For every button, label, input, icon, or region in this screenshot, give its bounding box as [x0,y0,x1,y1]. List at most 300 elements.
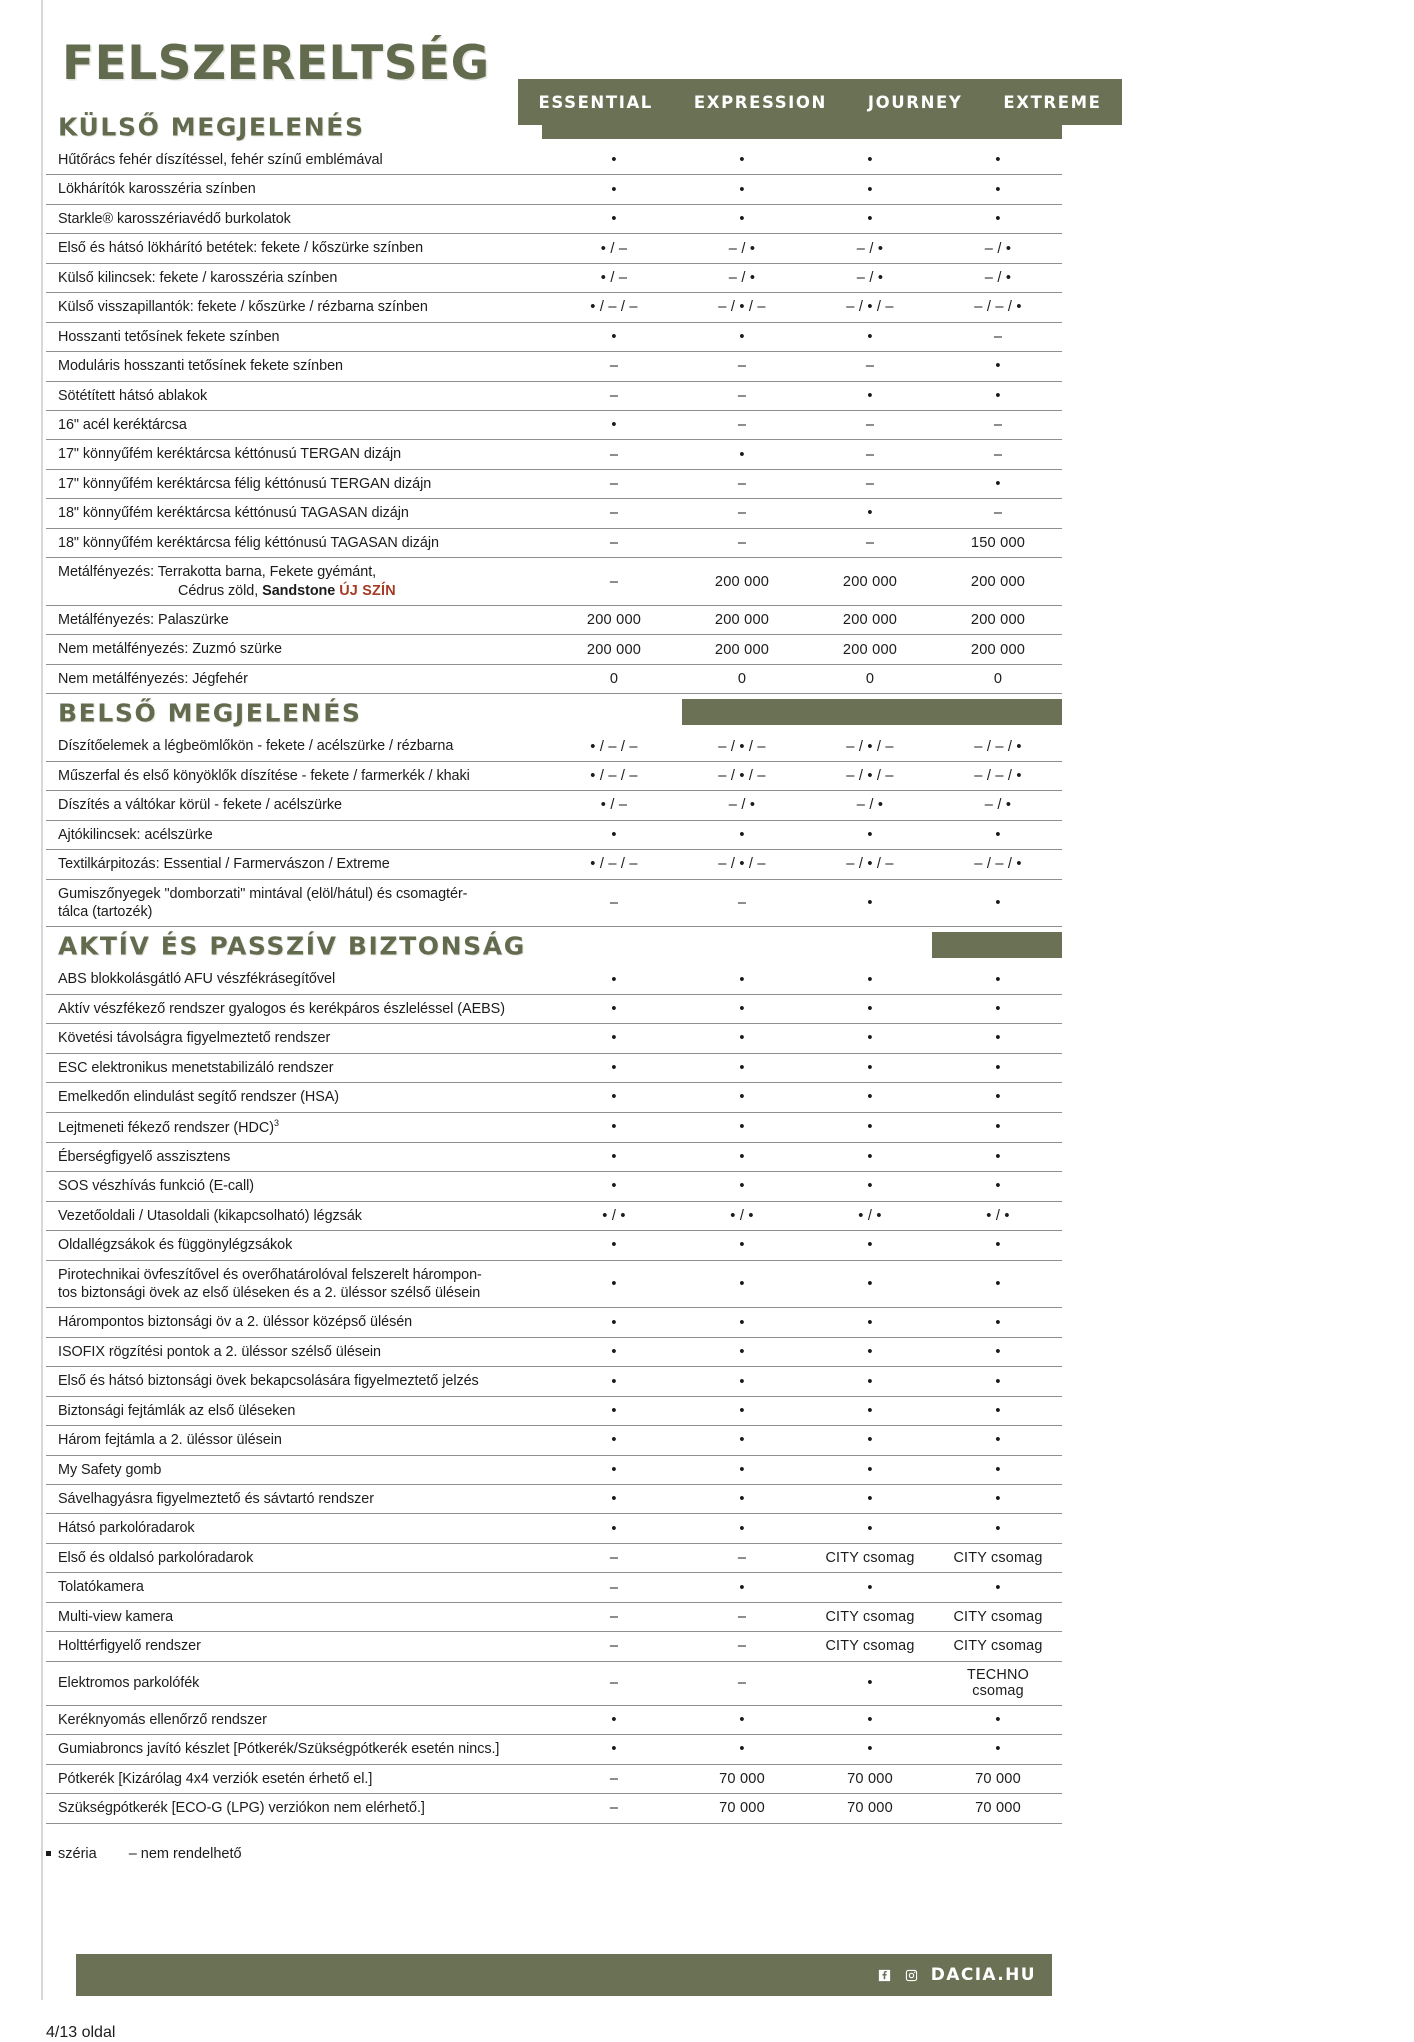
value-cell-extreme: • / • [986,1207,1010,1224]
table-row [46,1602,1062,1631]
feature-label: Első és hátsó lökhárító betétek: fekete / kőszürke színben [58,240,424,257]
value-cell-expression: • [739,1237,745,1254]
value-cell-extreme: – / – / • [974,767,1022,784]
value-cell-extreme: • [995,1579,1001,1596]
value-cell-essential: • / – [600,269,628,286]
value-cell-essential: • [611,1030,617,1047]
value-cell-extreme: – / • [984,269,1012,286]
value-cell-extreme: • [995,1741,1001,1758]
feature-label: Első és hátsó biztonsági övek bekapcsolására figyelmeztető jelzés [58,1373,479,1390]
table-row [46,381,1062,410]
feature-label: Külső visszapillantók: fekete / kőszürke / rézbarna színben [58,299,428,316]
value-cell-journey: • [867,505,873,522]
value-cell-essential: – [609,573,619,590]
feature-label: Hárompontos biztonsági öv a 2. üléssor középső ülésén [58,1314,413,1331]
value-cell-extreme: • [995,1402,1001,1419]
value-cell-journey: • [867,1579,873,1596]
value-cell-expression: – / • / – [718,738,766,755]
feature-label: Hátsó parkolóradarok [58,1520,195,1537]
value-cell-essential: 200 000 [586,612,642,629]
table-row [46,1794,1062,1823]
feature-label: Követési távolságra figyelmeztető rendszer [58,1030,331,1047]
value-cell-extreme: • [995,1373,1001,1390]
section-title: KÜLSŐ MEGJELENÉS [58,113,375,142]
value-cell-essential: • [611,1741,617,1758]
value-cell-journey: – [865,417,875,434]
feature-label: Műszerfal és első könyöklők díszítése - fekete / farmerkék / khaki [58,767,470,784]
section-header-row [46,694,1062,733]
value-cell-essential: – [609,1800,619,1817]
value-cell-expression: 70 000 [719,1800,765,1817]
value-cell-essential: • [611,1520,617,1537]
feature-label: Lejtmeneti fékező rendszer (HDC)$^3$ [58,1117,279,1136]
value-cell-expression: • [739,1275,745,1292]
feature-label: Hosszanti tetősínek fekete színben [58,328,280,345]
feature-label: Oldallégzsákok és függönylégzsákok [58,1237,293,1254]
value-cell-essential: • [611,1149,617,1166]
value-cell-extreme: • [995,1119,1001,1136]
value-cell-journey: • [867,152,873,169]
value-cell-essential: • [611,1119,617,1136]
value-cell-extreme: 70 000 [975,1770,1021,1787]
value-cell-essential: • / – / – [590,299,638,316]
value-cell-expression: – [737,1638,747,1655]
value-cell-essential: – [609,387,619,404]
value-cell-journey: • [867,387,873,404]
footnote-marker: 3 [273,1117,279,1128]
table-row [46,1260,1062,1308]
table-row [46,293,1062,322]
value-cell-journey: – [865,446,875,463]
grade-column-header-2: EXPRESSION [693,92,827,112]
table-row [46,761,1062,790]
value-cell-expression: – [737,534,747,551]
value-cell-extreme: • [995,211,1001,228]
feature-label: Textilkárpitozás: Essential / Farmervászon / Extreme [58,856,390,873]
value-cell-journey: 70 000 [847,1800,893,1817]
feature-label: Multi-view kamera [58,1608,174,1625]
value-cell-extreme: • [995,1712,1001,1729]
value-cell-expression: • [739,1432,745,1449]
table-row [46,635,1062,664]
feature-label: Vezetőoldali / Utasoldali (kikapcsolható) légzsák [58,1207,362,1224]
page-number: 4/13 oldal [46,2024,116,2041]
table-row [46,1308,1062,1337]
table-row [46,1573,1062,1602]
table-row [46,1543,1062,1572]
value-cell-expression: • [739,1579,745,1596]
value-cell-expression: • [739,1059,745,1076]
value-cell-extreme: – [993,328,1003,345]
value-cell-essential: • [611,417,617,434]
value-cell-essential: • [611,971,617,988]
table-row [46,1426,1062,1455]
table-row [46,1455,1062,1484]
value-cell-essential: – [609,1550,619,1567]
feature-label: ESC elektronikus menetstabilizáló rendszer [58,1059,334,1076]
value-cell-expression: • [739,1373,745,1390]
value-cell-expression: • [739,1402,745,1419]
table-row [46,732,1062,761]
table-row [46,965,1062,994]
value-cell-journey: • [867,1373,873,1390]
value-cell-expression: – / • / – [718,856,766,873]
feature-label: 18" könnyűfém keréktárcsa kéttónusú TAGASAN dizájn [58,505,409,522]
value-cell-expression: – / • [728,240,756,257]
value-cell-essential: • / – / – [590,738,638,755]
value-cell-expression: – / • [728,797,756,814]
value-cell-expression: • [739,1520,745,1537]
value-cell-essential: – [609,505,619,522]
value-cell-essential: – [609,1579,619,1596]
value-cell-extreme: CITY csomag [953,1638,1043,1655]
value-cell-journey: – [865,358,875,375]
table-row [46,1337,1062,1366]
value-cell-extreme: 0 [993,671,1003,688]
value-cell-essential: 200 000 [586,641,642,658]
table-row [46,1172,1062,1201]
value-cell-extreme: 200 000 [970,612,1026,629]
value-cell-expression: 0 [737,671,747,688]
value-cell-expression: • [739,1119,745,1136]
value-cell-expression: – [737,1675,747,1692]
value-cell-expression: • [739,1001,745,1018]
feature-label: Emelkedőn elindulást segítő rendszer (HSA) [58,1089,340,1106]
value-cell-journey: 70 000 [847,1770,893,1787]
value-cell-essential: • [611,1373,617,1390]
feature-label: Aktív vészfékező rendszer gyalogos és kerékpáros észleléssel (AEBS) [58,1000,505,1017]
value-cell-essential: • [611,152,617,169]
value-cell-extreme: – / • [984,240,1012,257]
value-cell-extreme: • [995,894,1001,911]
value-cell-extreme: • [995,1461,1001,1478]
value-cell-journey: • [867,1432,873,1449]
value-cell-extreme: – / – / • [974,856,1022,873]
value-cell-essential: • [611,1059,617,1076]
value-cell-extreme: • [995,1030,1001,1047]
value-cell-essential: • [611,1712,617,1729]
value-cell-essential: – [609,446,619,463]
value-cell-extreme: • [995,971,1001,988]
value-cell-extreme: • [995,1089,1001,1106]
value-cell-journey: • [867,1520,873,1537]
value-cell-expression: 200 000 [714,612,770,629]
feature-label: Gumiszőnyegek "domborzati" mintával (elöl/hátul) és csomagtér- tálca (tartozék) [58,885,468,920]
value-cell-journey: – / • [856,269,884,286]
value-cell-journey: – / • [856,797,884,814]
value-cell-expression: • [739,1461,745,1478]
table-row [46,1396,1062,1425]
value-cell-extreme: – [993,417,1003,434]
feature-label: Lökhárítók karosszéria színben [58,181,256,198]
section-accent-bar [932,932,1062,958]
value-cell-essential: – [609,1609,619,1626]
value-cell-extreme: • [995,1520,1001,1537]
table-row [46,606,1062,635]
feature-label: SOS vészhívás funkció (E-call) [58,1178,255,1195]
table-row [46,664,1062,693]
value-cell-journey: • [867,1314,873,1331]
feature-label: Moduláris hosszanti tetősínek fekete színben [58,358,343,375]
value-cell-journey: – / • / – [846,767,894,784]
feature-label: My Safety gomb [58,1461,162,1478]
feature-label: Három fejtámla a 2. üléssor ülésein [58,1432,282,1449]
value-cell-extreme: • [995,1432,1001,1449]
table-row [46,440,1062,469]
value-cell-journey: – / • [856,240,884,257]
value-cell-expression: • [739,181,745,198]
value-cell-extreme: • [995,1059,1001,1076]
feature-label: Sávelhagyásra figyelmeztető és sávtartó rendszer [58,1491,374,1508]
value-cell-essential: – [609,358,619,375]
value-cell-essential: – [609,1675,619,1692]
value-cell-expression: • [739,1149,745,1166]
table-row [46,791,1062,820]
value-cell-essential: – [609,1770,619,1787]
left-margin-rule [41,0,43,2000]
table-row [46,850,1062,879]
feature-label: Holttérfigyelő rendszer [58,1638,201,1655]
value-cell-extreme: CITY csomag [953,1550,1043,1567]
value-cell-extreme: • [995,1178,1001,1195]
feature-label: 17" könnyűfém keréktárcsa kéttónusú TERGAN dizájn [58,446,402,463]
value-cell-expression: 200 000 [714,641,770,658]
value-cell-expression: – [737,476,747,493]
feature-label: Elektromos parkolófék [58,1675,200,1692]
table-row [46,263,1062,292]
value-cell-journey: • [867,1461,873,1478]
value-cell-extreme: • [995,1237,1001,1254]
value-cell-extreme: • [995,1344,1001,1361]
value-cell-essential: • [611,1402,617,1419]
value-cell-journey: 200 000 [842,573,898,590]
value-cell-essential: – [609,476,619,493]
value-cell-extreme: – / – / • [974,738,1022,755]
table-row [46,1367,1062,1396]
legend-series-label: széria [58,1846,97,1862]
table-row [46,1485,1062,1514]
value-cell-extreme: • [995,1314,1001,1331]
value-cell-expression: – [737,1550,747,1567]
value-cell-essential: • [611,1089,617,1106]
value-cell-journey: • [867,1344,873,1361]
table-row [46,410,1062,439]
grade-column-header-3: JOURNEY [867,92,963,112]
feature-label: Nem metálfényezés: Jégfehér [58,670,248,687]
value-cell-journey: • [867,1178,873,1195]
section-title: BELSŐ MEGJELENÉS [58,699,372,728]
equipment-table [46,108,1062,1824]
value-cell-essential: – [609,1638,619,1655]
value-cell-journey: • [867,971,873,988]
value-cell-expression: – [737,358,747,375]
value-cell-essential: • [611,1001,617,1018]
legend-na-label: nem rendelhető [140,1846,242,1862]
feature-label: Keréknyomás ellenőrző rendszer [58,1711,267,1728]
feature-label: Pótkerék [Kizárólag 4x4 verziók esetén érhető el.] [58,1770,373,1787]
value-cell-expression: – [737,894,747,911]
value-cell-expression: – / • [728,269,756,286]
feature-label: 16" acél keréktárcsa [58,416,187,433]
value-cell-expression: 200 000 [714,573,770,590]
value-cell-expression: • [739,446,745,463]
value-cell-journey: 200 000 [842,641,898,658]
feature-label: Éberségfigyelő asszisztens [58,1148,231,1165]
legend [46,1846,646,1862]
value-cell-essential: • / – / – [590,767,638,784]
value-cell-journey: – [865,534,875,551]
value-cell-extreme: CITY csomag [953,1609,1043,1626]
value-cell-essential: • / – [600,797,628,814]
table-row [46,879,1062,927]
value-cell-journey: • [867,1149,873,1166]
table-row [46,1231,1062,1260]
value-cell-extreme: – / – / • [974,299,1022,316]
value-cell-expression: • [739,1491,745,1508]
table-row [46,146,1062,175]
table-row [46,558,1062,606]
table-row [46,1514,1062,1543]
value-cell-expression: • [739,1741,745,1758]
value-cell-essential: • / • [602,1207,626,1224]
table-row [46,994,1062,1023]
value-cell-journey: – / • / – [846,738,894,755]
feature-label: Sötétített hátsó ablakok [58,387,208,404]
value-cell-journey: CITY csomag [825,1609,915,1626]
value-cell-journey: • [867,211,873,228]
footer-bar [76,1954,1052,1996]
feature-label: Gumiabroncs javító készlet [Pótkerék/Szükségpótkerék esetén nincs.] [58,1741,500,1758]
value-cell-extreme: 70 000 [975,1800,1021,1817]
feature-label: Pirotechnikai övfeszítővel és overőhatárolóval felszerelt hárompon- tos biztonsági övek az első üléseken és a 2. üléssor szélső ülésein [58,1266,482,1301]
value-cell-extreme: – [993,446,1003,463]
feature-label: Hűtőrács fehér díszítéssel, fehér színű emblémával [58,152,383,168]
value-cell-journey: • [867,1402,873,1419]
value-cell-extreme: 200 000 [970,641,1026,658]
new-color-badge: ÚJ SZÍN [339,582,396,599]
value-cell-journey: – / • / – [846,856,894,873]
value-cell-journey: • [867,1059,873,1076]
section-accent-bar [682,699,1062,725]
page-title: FELSZERELTSÉG [62,36,490,91]
instagram-icon[interactable] [904,1968,919,1983]
table-row [46,1735,1062,1764]
value-cell-expression: • [739,1089,745,1106]
feature-label: Ajtókilincsek: acélszürke [58,826,213,843]
value-cell-journey: CITY csomag [825,1550,915,1567]
value-cell-expression: – [737,505,747,522]
table-row [46,1201,1062,1230]
feature-label: Nem metálfényezés: Zuzmó szürke [58,641,282,658]
facebook-icon[interactable] [877,1968,892,1983]
value-cell-extreme: • [995,476,1001,493]
table-row [46,1053,1062,1082]
section-accent-bar [542,113,1062,139]
value-cell-journey: • [867,894,873,911]
table-row [46,1632,1062,1661]
value-cell-expression: – [737,1609,747,1626]
table-row [46,820,1062,849]
table-row [46,528,1062,557]
feature-label: Külső kilincsek: fekete / karosszéria színben [58,269,338,286]
grade-column-header-1: ESSENTIAL [538,92,653,112]
value-cell-expression: • [739,211,745,228]
value-cell-essential: • [611,1491,617,1508]
value-cell-essential: • / – / – [590,856,638,873]
table-row [46,1083,1062,1112]
legend-na-symbol: – [128,1846,137,1862]
table-row [46,1764,1062,1793]
value-cell-expression: • / • [730,1207,754,1224]
table-row [46,204,1062,233]
paint-name-highlight: Sandstone [262,582,336,599]
value-cell-essential: • [611,1344,617,1361]
value-cell-journey: • [867,1237,873,1254]
table-row [46,322,1062,351]
value-cell-essential: 0 [609,671,619,688]
section-header-row [46,108,1062,146]
value-cell-essential: • [611,1314,617,1331]
feature-label: Díszítés a váltókar körül - fekete / acélszürke [58,797,342,814]
value-cell-extreme: 200 000 [970,573,1026,590]
value-cell-extreme: • [995,1001,1001,1018]
section-header-row [46,927,1062,966]
value-cell-extreme: • [995,387,1001,404]
section-title: AKTÍV ÉS PASSZÍV BIZTONSÁG [58,932,536,961]
value-cell-expression: – / • / – [718,299,766,316]
value-cell-journey: • [867,826,873,843]
value-cell-journey: 200 000 [842,612,898,629]
value-cell-journey: • [867,1491,873,1508]
value-cell-essential: • [611,1275,617,1292]
feature-label: Szükségpótkerék [ECO-G (LPG) verziókon nem elérhető.] [58,1800,425,1817]
value-cell-extreme: 150 000 [970,534,1026,551]
value-cell-expression: – [737,417,747,434]
value-cell-journey: • [867,1119,873,1136]
value-cell-journey: CITY csomag [825,1638,915,1655]
value-cell-expression: 70 000 [719,1770,765,1787]
table-row [46,1142,1062,1171]
table-row [46,1112,1062,1142]
value-cell-extreme: • [995,1149,1001,1166]
dacia-url[interactable]: DACIA.HU [930,1965,1036,1985]
feature-label: Metálfényezés: Palaszürke [58,612,229,628]
value-cell-essential: • [611,826,617,843]
value-cell-expression: • [739,1344,745,1361]
table-row [46,1661,1062,1705]
value-cell-essential: • [611,211,617,228]
value-cell-essential: • [611,181,617,198]
table-row [46,1705,1062,1734]
value-cell-essential: • [611,1237,617,1254]
value-cell-essential: – [609,894,619,911]
table-row [46,499,1062,528]
value-cell-expression: • [739,1030,745,1047]
value-cell-extreme: • [995,152,1001,169]
value-cell-expression: • [739,328,745,345]
feature-label: Metálfényezés: Terrakotta barna, Fekete gyémánt, Cédrus zöld, Sandstone ÚJ SZÍN [58,564,396,599]
value-cell-journey: – / • / – [846,299,894,316]
table-row [46,175,1062,204]
value-cell-extreme: TECHNO csomag [967,1666,1029,1700]
feature-label: ISOFIX rögzítési pontok a 2. üléssor szélső ülésein [58,1343,381,1360]
value-cell-journey: • [867,1001,873,1018]
value-cell-expression: • [739,152,745,169]
value-cell-journey: • [867,328,873,345]
value-cell-journey: • [867,1030,873,1047]
value-cell-expression: • [739,971,745,988]
value-cell-expression: – [737,387,747,404]
